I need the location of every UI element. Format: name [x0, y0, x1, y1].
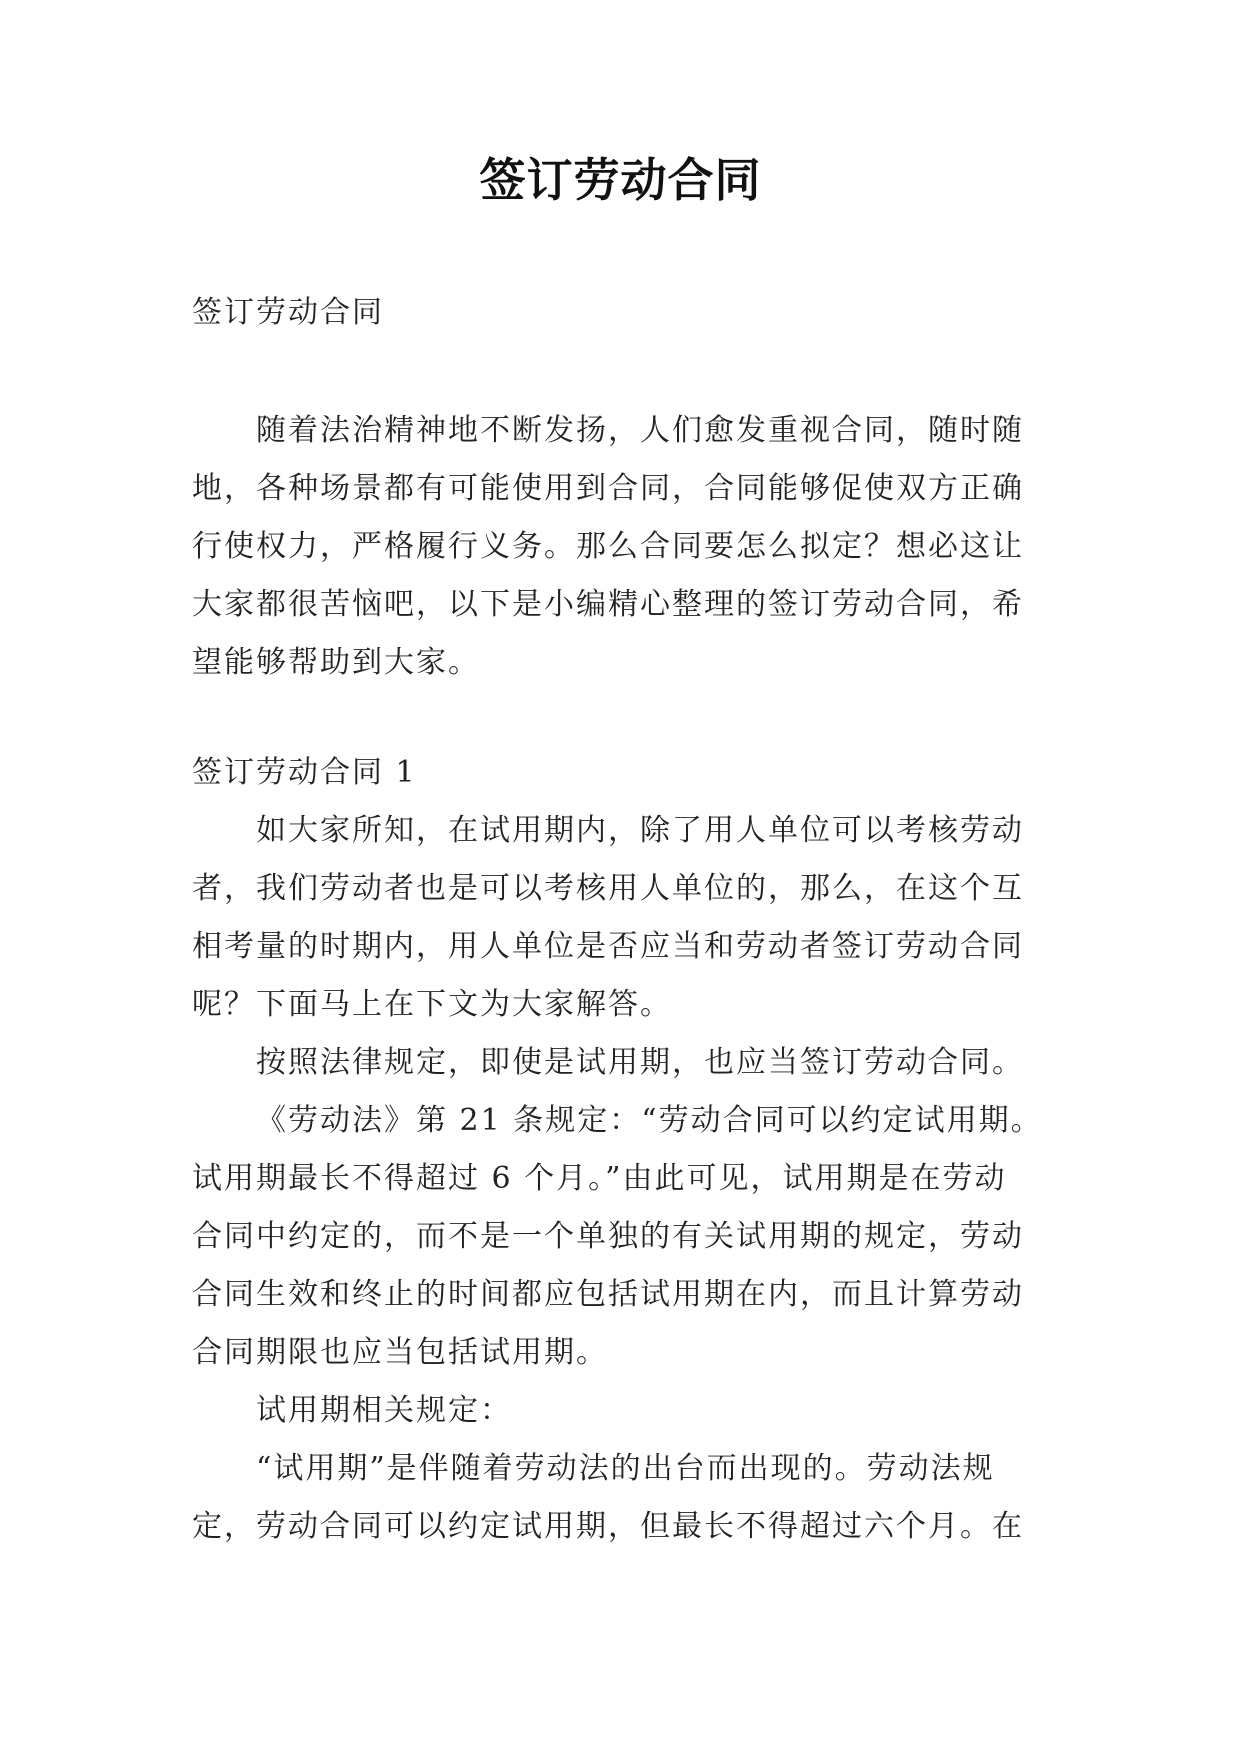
- paragraph-line: 《劳动法》第 21 条规定：“劳动合同可以约定试用期。: [256, 1103, 1043, 1138]
- paragraph-line: 行使权力，严格履行义务。那么合同要怎么拟定？想必这让: [192, 529, 1024, 564]
- section-paragraph-5: [192, 1440, 1052, 1556]
- section-paragraph-1: [192, 802, 1052, 1034]
- paragraph-line: 望能够帮助到大家。: [192, 645, 480, 680]
- spacer: [192, 342, 1052, 402]
- paragraph-line: 合同期限也应当包括试用期。: [192, 1335, 608, 1370]
- section-paragraph-4: 试用期相关规定：: [256, 1393, 512, 1428]
- paragraph-line: 定，劳动合同可以约定试用期，但最长不得超过六个月。在: [192, 1509, 1024, 1544]
- intro-paragraph: [192, 402, 1052, 692]
- paragraph-line: 大家都很苦恼吧，以下是小编精心整理的签订劳动合同，希: [192, 587, 1024, 622]
- section-paragraph-2: 按照法律规定，即使是试用期，也应当签订劳动合同。: [256, 1045, 1024, 1080]
- paragraph-line: 如大家所知，在试用期内，除了用人单位可以考核劳动: [256, 813, 1024, 848]
- paragraph-line: 合同中约定的，而不是一个单独的有关试用期的规定，劳动: [192, 1219, 1024, 1254]
- paragraph-line: “试用期”是伴随着劳动法的出台而出现的。劳动法规: [256, 1451, 995, 1486]
- spacer: [192, 692, 1052, 744]
- section-paragraph-3: [192, 1092, 1052, 1382]
- paragraph-line: 合同生效和终止的时间都应包括试用期在内，而且计算劳动: [192, 1277, 1024, 1312]
- document-title: 签订劳动合同: [479, 153, 762, 207]
- paragraph-line: 随着法治精神地不断发扬，人们愈发重视合同，随时随: [256, 413, 1024, 448]
- paragraph-line: 试用期最长不得超过 6 个月。”由此可见，试用期是在劳动: [192, 1161, 1007, 1196]
- paragraph-line: 地，各种场景都有可能使用到合同，合同能够促使双方正确: [192, 471, 1024, 506]
- paragraph-line: 呢？下面马上在下文为大家解答。: [192, 987, 672, 1022]
- document-body: [192, 284, 1052, 1556]
- section-heading: 签订劳动合同 1: [192, 755, 417, 790]
- paragraph-line: 相考量的时期内，用人单位是否应当和劳动者签订劳动合同: [192, 929, 1024, 964]
- document-subtitle: 签订劳动合同: [192, 295, 384, 330]
- paragraph-line: 者，我们劳动者也是可以考核用人单位的，那么，在这个互: [192, 871, 1024, 906]
